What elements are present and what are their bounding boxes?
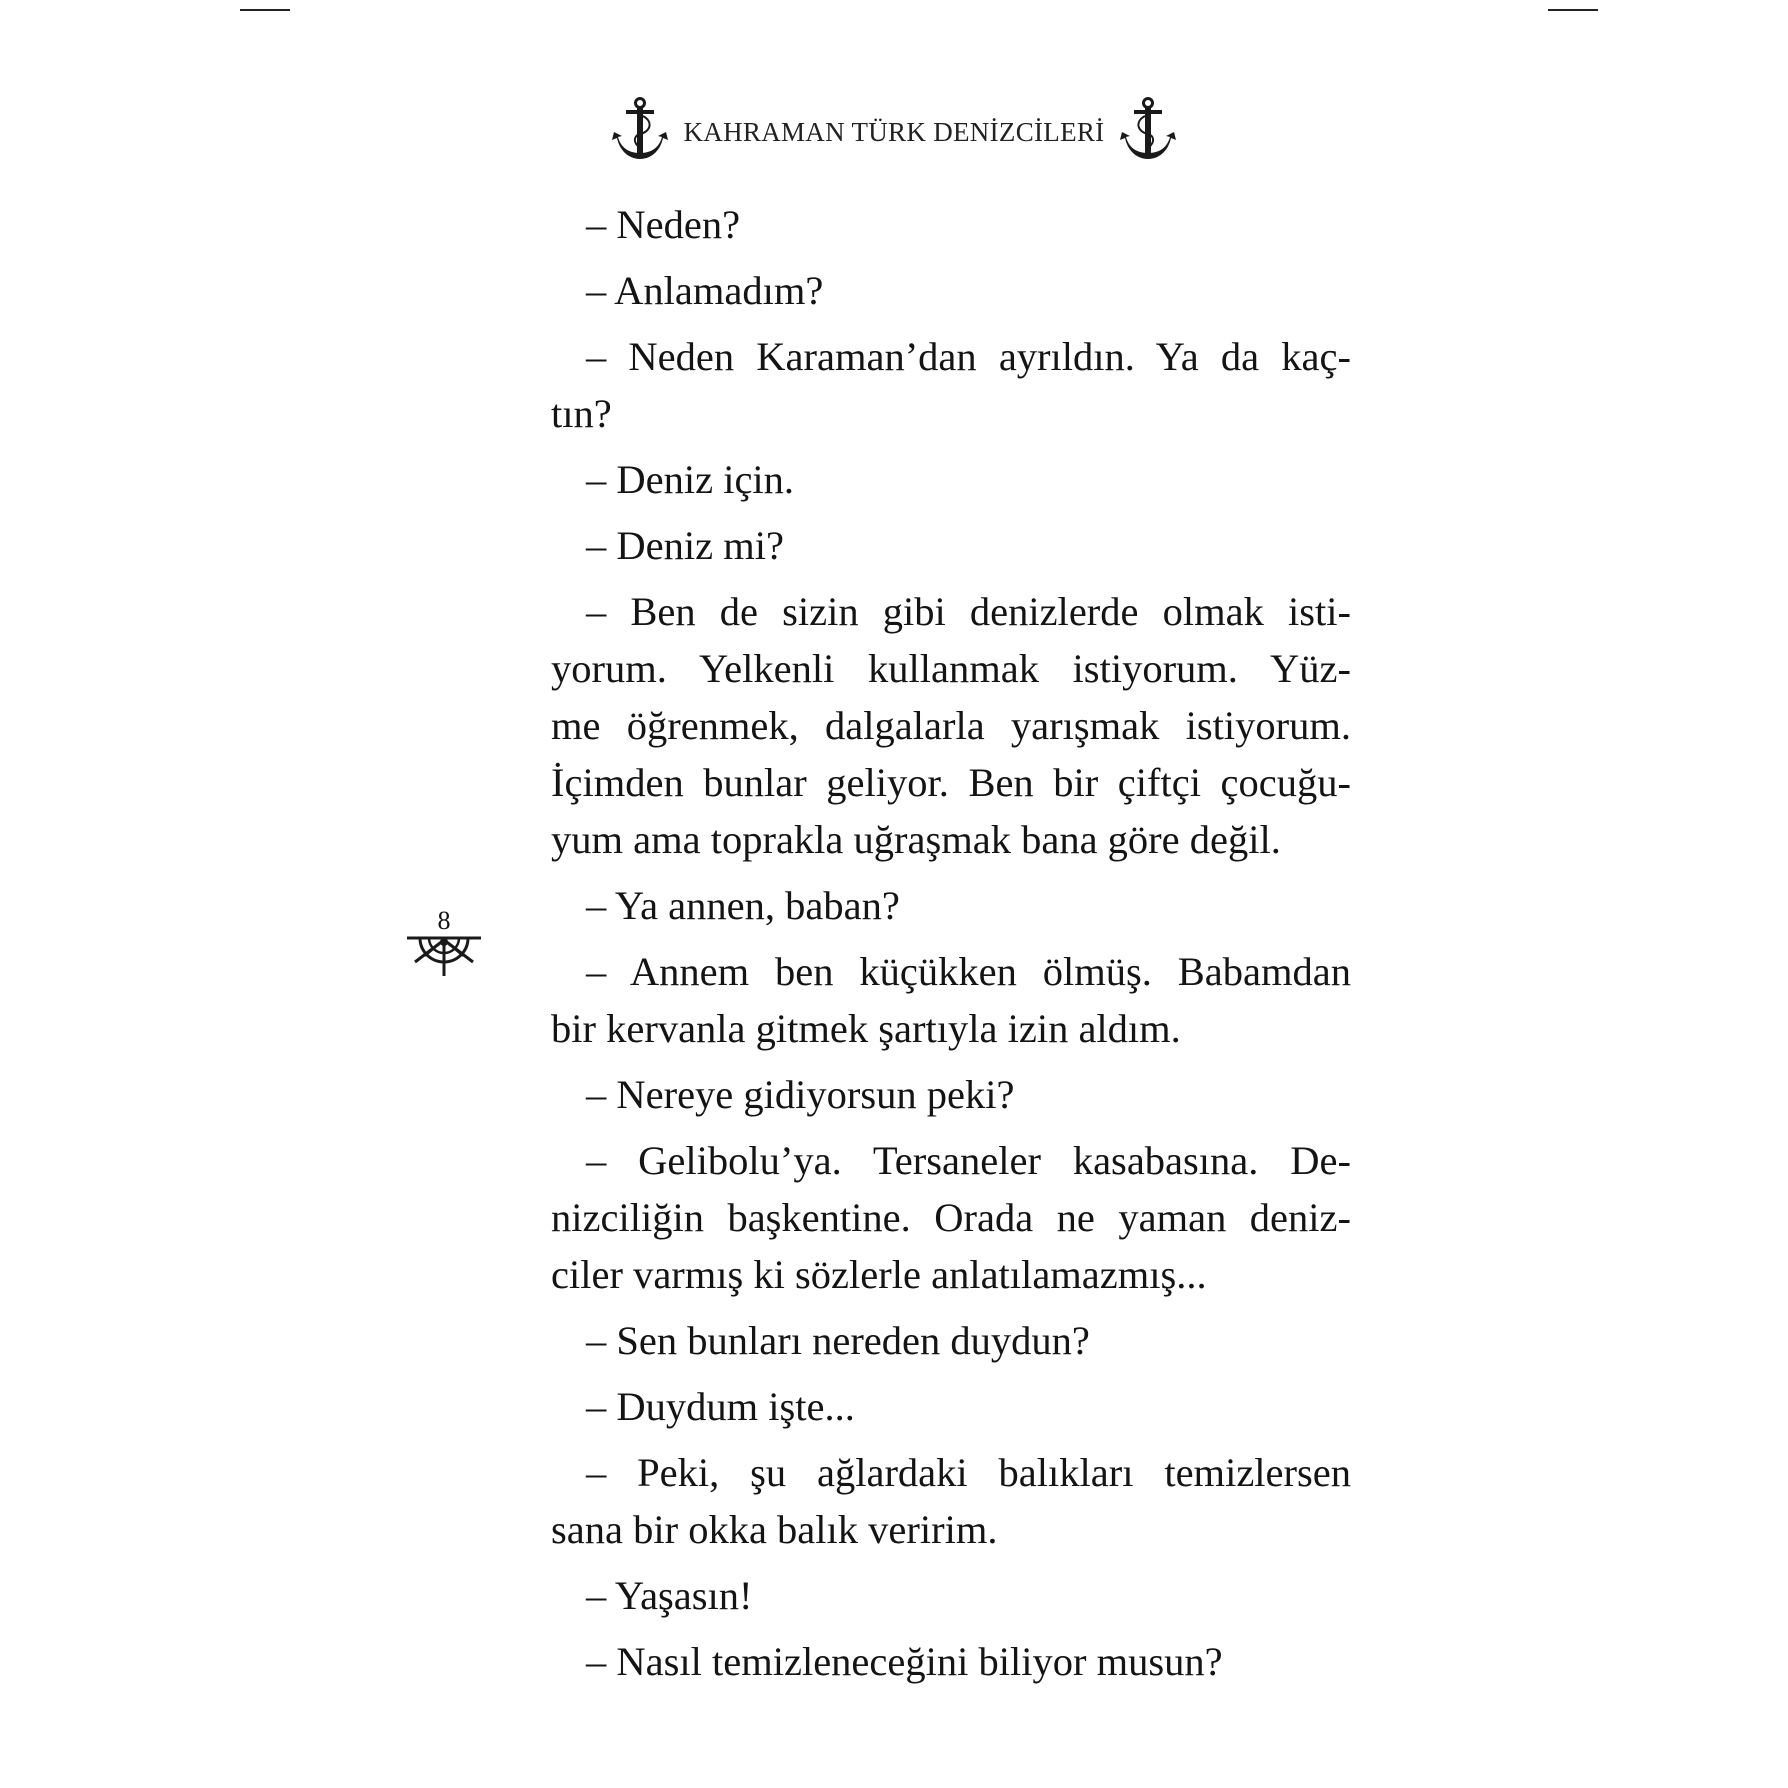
text-line: İçimden bunlar geliyor. Ben bir çiftçi çocuğu- [551, 760, 1351, 805]
text-line: – Duydum işte... [586, 1384, 855, 1429]
text-line: – Neden? [586, 202, 741, 247]
anchor-icon [1118, 96, 1178, 164]
dialogue-paragraph [551, 943, 1351, 1057]
dialogue-paragraph [551, 1633, 1351, 1690]
dialogue-paragraph [551, 1132, 1351, 1303]
text-line: – Ya annen, baban? [586, 883, 900, 928]
dialogue-paragraph [551, 451, 1351, 508]
text-line: – Gelibolu’ya. Tersaneler kasabasına. De- [586, 1138, 1351, 1183]
dialogue-paragraph [551, 1312, 1351, 1369]
dialogue-paragraph [551, 1066, 1351, 1123]
text-line: yorum. Yelkenli kullanmak istiyorum. Yüz- [551, 646, 1351, 691]
text-line: – Neden Karaman’dan ayrıldın. Ya da kaç- [586, 334, 1351, 379]
dialogue-paragraph [551, 1444, 1351, 1558]
text-line: nizciliğin başkentine. Orada ne yaman deniz- [551, 1195, 1351, 1240]
dialogue-paragraph [551, 1567, 1351, 1624]
text-line: – Annem ben küçükken ölmüş. Babamdan [586, 949, 1351, 994]
text-line: me öğrenmek, dalgalarla yarışmak istiyorum. [551, 703, 1351, 748]
text-line: – Peki, şu ağlardaki balıkları temizlersen [586, 1450, 1351, 1495]
dialogue-paragraph [551, 877, 1351, 934]
text-line: – Deniz için. [586, 457, 795, 502]
page-number: 8 [437, 906, 451, 935]
text-line: tın? [551, 391, 612, 436]
crop-mark-left [240, 9, 290, 11]
text-line: – Nereye gidiyorsun peki? [586, 1072, 1015, 1117]
page-number-block [404, 908, 484, 980]
dialogue-paragraph [551, 583, 1351, 868]
text-line: – Ben de sizin gibi denizlerde olmak isti- [586, 589, 1351, 634]
dialogue-paragraph [551, 517, 1351, 574]
dialogue-paragraph [551, 328, 1351, 442]
text-line: – Yaşasın! [586, 1573, 753, 1618]
text-line: sana bir okka balık veririm. [551, 1507, 998, 1552]
text-line: ciler varmış ki sözlerle anlatılamazmış... [551, 1252, 1207, 1297]
dialogue-paragraph [551, 262, 1351, 319]
anchor-icon [610, 96, 670, 164]
text-line: bir kervanla gitmek şartıyla izin aldım. [551, 1006, 1181, 1051]
text-line: – Nasıl temizleneceğini biliyor musun? [586, 1639, 1223, 1684]
dialogue-body [551, 196, 1351, 1690]
running-header [0, 96, 1788, 169]
crop-mark-right [1548, 9, 1598, 11]
dialogue-paragraph [551, 1378, 1351, 1435]
text-line: – Deniz mi? [586, 523, 784, 568]
ship-wheel-icon [405, 934, 483, 980]
text-line: – Anlamadım? [586, 268, 824, 313]
text-line: yum ama toprakla uğraşmak bana göre değil. [551, 817, 1281, 862]
text-line: – Sen bunları nereden duydun? [586, 1318, 1090, 1363]
running-header-title: KAHRAMAN TÜRK DENİZCİLERİ [683, 116, 1105, 147]
dialogue-paragraph [551, 196, 1351, 253]
